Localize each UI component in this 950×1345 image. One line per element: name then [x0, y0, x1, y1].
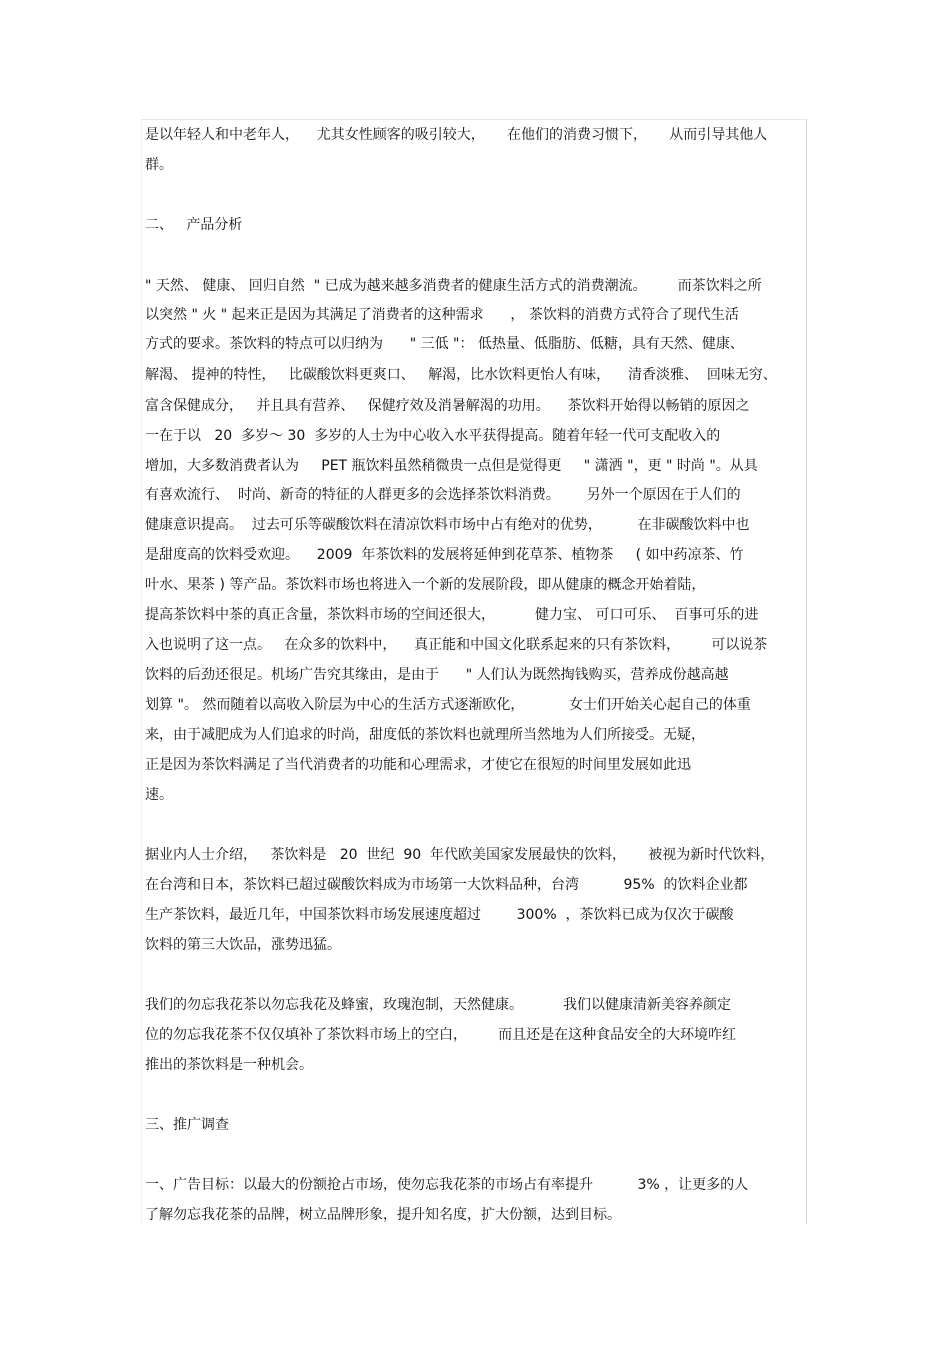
- text-line: 是甜度高的饮料受欢迎。 2009 年茶饮料的发展将延伸到花草茶、植物茶 ( 如中药凉茶、竹: [145, 547, 744, 563]
- text-line: 富含保健成分， 并且具有营养、 保健疗效及消暑解渴的功用。 茶饮料开始得以畅销的原因之: [145, 398, 750, 414]
- text-line: 一在于以 20 多岁～ 30 多岁的人士为中心收入水平获得提高。随着年轻一代可支配收入的: [145, 428, 721, 444]
- section-heading-promotion-survey: 三、推广调查: [145, 1117, 229, 1133]
- text-line: 有喜欢流行、 时尚、新奇的特征的人群更多的会选择茶饮料消费。 另外一个原因在于人们的: [145, 487, 741, 503]
- text-line: 一、广告目标：以最大的份额抢占市场，使勿忘我花茶的市场占有率提升 3% ，让更多的人: [145, 1177, 749, 1193]
- text-line: 位的勿忘我花茶不仅仅填补了茶饮料市场上的空白， 而且还是在这种食品安全的大环境咋红: [145, 1027, 737, 1043]
- text-line: 饮料的第三大饮品，涨势迅猛。: [145, 937, 341, 953]
- text-line: 解渴、 提神的特性， 比碳酸饮料更爽口、 解渴，比水饮料更怡人有味， 清香淡雅、 回味无穷、: [145, 367, 777, 383]
- text-line: 速。: [145, 787, 173, 803]
- text-line: 推出的茶饮料是一种机会。: [145, 1057, 313, 1073]
- section-heading-product-analysis: 二、 产品分析: [145, 217, 243, 233]
- text-line: 了解勿忘我花茶的品牌，树立品牌形象，提升知名度，扩大份额，达到目标。: [145, 1207, 621, 1223]
- text-line: 入也说明了这一点。 在众多的饮料中， 真正能和中国文化联系起来的只有茶饮料， 可以说茶: [145, 637, 768, 653]
- text-line: 划算 "。 然而随着以高收入阶层为中心的生活方式逐渐欧化， 女士们开始关心起自己的体重: [145, 697, 751, 713]
- text-line: 方式的要求。茶饮料的特点可以归纳为 " 三低 "： 低热量、低脂肪、低糖，具有天然、健康、: [145, 336, 744, 352]
- text-line: 以突然 " 火 " 起来正是因为其满足了消费者的这种需求 ， 茶饮料的消费方式符合了现代生活: [145, 307, 739, 323]
- text-line: 正是因为茶饮料满足了当代消费者的功能和心理需求，才使它在很短的时间里发展如此迅: [145, 757, 691, 773]
- text-line: 饮料的后劲还很足。机场广告究其缘由，是由于 " 人们认为既然掏钱购买，营养成份越高越: [145, 667, 729, 683]
- text-line: 增加，大多数消费者认为 PET 瓶饮料虽然稍微贵一点但是觉得更 " 潇洒 "，更 " 时尚 "。从具: [145, 458, 758, 474]
- text-line: 来，由于减肥成为人们追求的时尚，甜度低的茶饮料也就理所当然地为人们所接受。无疑，: [145, 727, 705, 743]
- text-line: 提高茶饮料中茶的真正含量，茶饮料市场的空间还很大， 健力宝、 可口可乐、 百事可乐的进: [145, 607, 759, 623]
- text-line: 据业内人士介绍， 茶饮料是 20 世纪 90 年代欧美国家发展最快的饮料， 被视为新时代饮料，: [145, 847, 775, 863]
- text-line: 群。: [145, 157, 173, 173]
- text-line: 我们的勿忘我花茶以勿忘我花及蜂蜜，玫瑰泡制，天然健康。 我们以健康清新美容养颜定: [145, 997, 732, 1013]
- text-line: 是以年轻人和中老年人， 尤其女性顾客的吸引较大， 在他们的消费习惯下， 从而引导其他人: [145, 127, 768, 143]
- text-line: 生产茶饮料，最近几年，中国茶饮料市场发展速度超过 300% ，茶饮料已成为仅次于碳酸: [145, 907, 734, 923]
- text-line: 健康意识提高。 过去可乐等碳酸饮料在清凉饮料市场中占有绝对的优势， 在非碳酸饮料中也: [145, 517, 750, 533]
- text-line: " 天然、 健康、 回归自然 " 已成为越来越多消费者的健康生活方式的消费潮流。 而茶饮料之所: [145, 278, 762, 294]
- text-line: 在台湾和日本，茶饮料已超过碳酸饮料成为市场第一大饮料品种，台湾 95% 的饮料企业都: [145, 877, 748, 893]
- text-line: 叶水、果茶 ) 等产品。茶饮料市场也将进入一个新的发展阶段，即从健康的概念开始着陆，: [145, 577, 706, 593]
